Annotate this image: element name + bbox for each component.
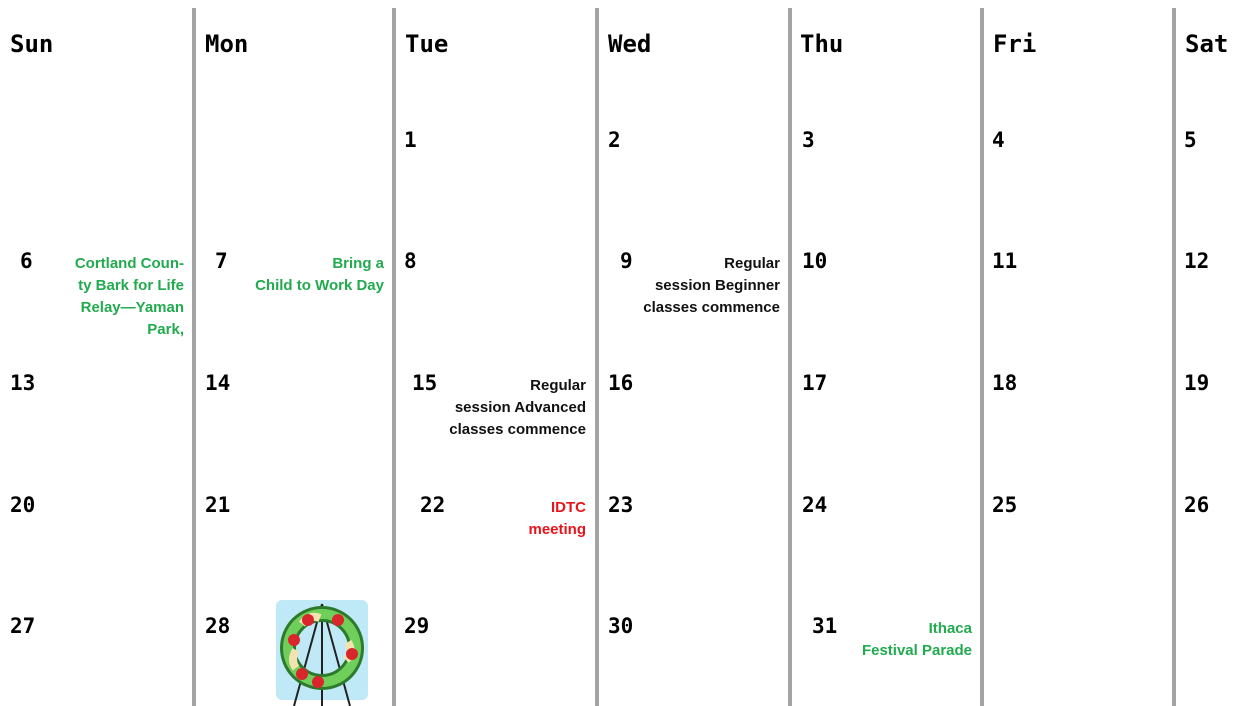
day-number: 28 xyxy=(205,614,231,638)
day-number: 16 xyxy=(608,371,634,395)
day-number: 26 xyxy=(1184,493,1210,517)
day-number: 29 xyxy=(404,614,430,638)
day-number: 13 xyxy=(10,371,36,395)
event-line: meeting xyxy=(528,521,586,538)
event-line: session Advanced xyxy=(454,399,586,416)
day-number: 1 xyxy=(404,128,417,152)
weekday-header-wed: Wed xyxy=(608,30,652,58)
day-number: 8 xyxy=(404,249,417,273)
day-number: 31 xyxy=(812,614,838,638)
column-divider xyxy=(392,8,396,706)
event-line: classes commence xyxy=(643,299,780,316)
event-line: classes commence xyxy=(449,421,586,438)
weekday-header-sun: Sun xyxy=(10,30,54,58)
event-idtc-meeting xyxy=(470,497,586,541)
day-number: 5 xyxy=(1184,128,1197,152)
event-beginner-classes xyxy=(620,253,780,319)
event-bark-for-life xyxy=(40,253,184,341)
day-number: 9 xyxy=(620,249,633,273)
day-number: 7 xyxy=(215,249,228,273)
day-number: 25 xyxy=(992,493,1018,517)
day-number: 12 xyxy=(1184,249,1210,273)
event-line: IDTC xyxy=(551,499,586,516)
day-number: 6 xyxy=(20,249,33,273)
event-line: Relay—Yaman Park, xyxy=(80,299,184,338)
day-number: 18 xyxy=(992,371,1018,395)
event-line: Child to Work Day xyxy=(255,277,384,294)
weekday-header-mon: Mon xyxy=(205,30,249,58)
event-line: Cortland Coun- xyxy=(74,255,184,272)
weekday-header-tue: Tue xyxy=(405,30,449,58)
day-number: 2 xyxy=(608,128,621,152)
event-line: Bring a xyxy=(332,255,384,272)
event-ithaca-festival-parade xyxy=(840,618,972,662)
event-line: ty Bark for Life xyxy=(78,277,184,294)
day-number: 20 xyxy=(10,493,36,517)
weekday-header-sat: Sat xyxy=(1185,30,1229,58)
day-number: 27 xyxy=(10,614,36,638)
day-number: 14 xyxy=(205,371,231,395)
column-divider xyxy=(980,8,984,706)
day-number: 17 xyxy=(802,371,828,395)
column-divider xyxy=(788,8,792,706)
wreath-icon xyxy=(272,598,370,706)
event-line: Regular xyxy=(530,377,586,394)
day-number: 4 xyxy=(992,128,1005,152)
day-number: 3 xyxy=(802,128,815,152)
weekday-header-fri: Fri xyxy=(993,30,1037,58)
day-number: 22 xyxy=(420,493,446,517)
day-number: 11 xyxy=(992,249,1018,273)
column-divider xyxy=(1172,8,1176,706)
day-number: 15 xyxy=(412,371,438,395)
day-number: 23 xyxy=(608,493,634,517)
column-divider xyxy=(192,8,196,706)
column-divider xyxy=(595,8,599,706)
event-line: Regular xyxy=(724,255,780,272)
day-number: 21 xyxy=(205,493,231,517)
day-number: 30 xyxy=(608,614,634,638)
event-advanced-classes xyxy=(420,375,586,441)
weekday-header-thu: Thu xyxy=(800,30,844,58)
day-number: 24 xyxy=(802,493,828,517)
event-line: session Beginner xyxy=(654,277,780,294)
day-number: 19 xyxy=(1184,371,1210,395)
event-line: Festival Parade xyxy=(861,642,972,659)
event-bring-child-to-work xyxy=(228,253,384,297)
day-number: 10 xyxy=(802,249,828,273)
event-line: Ithaca xyxy=(928,620,972,637)
